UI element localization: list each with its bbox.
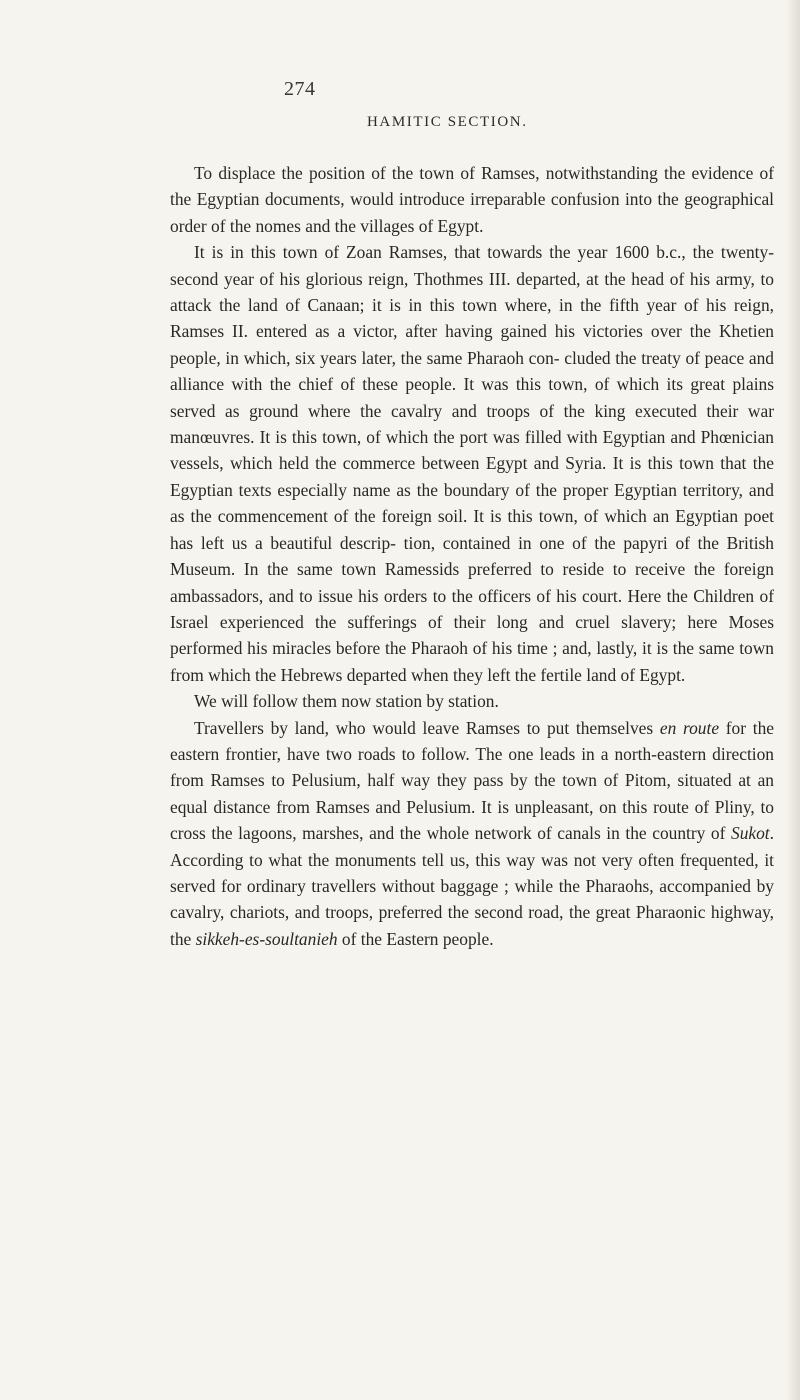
paragraph-1: To displace the position of the town of Ramses, notwithstanding the evidence of the Egyptian documents, would introduce irreparable confusion into the geographical order of the nomes and the villages of Egypt. [170, 163, 774, 236]
page-number: 274 [284, 78, 316, 100]
paragraph-2: It is in this town of Zoan Ramses, that towards the year 1600 b.c., the twenty-second year of his glorious reign, Thothmes III. departed, at the head of his army, to attack the land of Canaan; it is in this town where, in the fifth year of his reign, Ramses II. entered as a victor, after having gained his victories over the Khetien people, in which, six years later, the same Pharaoh con- cluded the treaty of peace and alliance with the chief of these people. It was this town, of which its great plains served as ground where the cavalry and troops of the king executed their war manœuvres. It is this town, of which the port was filled with Egyptian and Phœnician vessels, which held the commerce between Egypt and Syria. It is this town that the Egyptian texts especially name as the boundary of the proper Egyptian territory, and as the commencement of the foreign soil. It is this town, of which an Egyptian poet has left us a beautiful descrip- tion, contained in one of the papyri of the British Museum. In the same town Ramessids preferred to reside to receive the foreign ambassadors, and to issue his orders to the officers of his court. Here the Children of Israel experienced the sufferings of their long and cruel slavery; here Moses performed his miracles before the Pharaoh of his time ; and, lastly, it is the same town from which the Hebrews departed when they left the fertile land of Egypt. [170, 242, 774, 685]
paragraph-4-part-d: of the Eastern people. [337, 928, 494, 949]
italic-sukot: Sukot [731, 823, 770, 844]
paragraph-4-part-a: Travellers by land, who would leave Ramses to put themselves [194, 717, 660, 738]
body-text [170, 160, 774, 952]
paragraph-3: We will follow them now station by station. [194, 691, 499, 712]
italic-sikkeh-es-soultanieh: sikkeh-es-soultanieh [195, 928, 338, 949]
paragraph-4-part-b: for the eastern frontier, have two roads to follow. The one leads in a north-eastern direction from Ramses to Pelusium, half way they pass by the town of Pitom, situated at an equal distance from Ramses and Pelusium. It is unpleasant, on this route of Pliny, to cross the lagoons, marshes, and the whole network of canals in the country of [170, 717, 774, 844]
paragraph-4 [170, 715, 774, 953]
italic-en-route: en route [659, 717, 720, 738]
paragraph-4-part-c: . According to what the monuments tell us, this way was not very often frequented, it served for ordinary travellers without baggage ; while the Pharaohs, accompanied by cavalry, chariots, and troops, preferred the second road, the great Pharaonic highway, the [170, 823, 774, 949]
page-edge-shadow [786, 0, 800, 1400]
running-head: HAMITIC SECTION. [367, 114, 528, 130]
